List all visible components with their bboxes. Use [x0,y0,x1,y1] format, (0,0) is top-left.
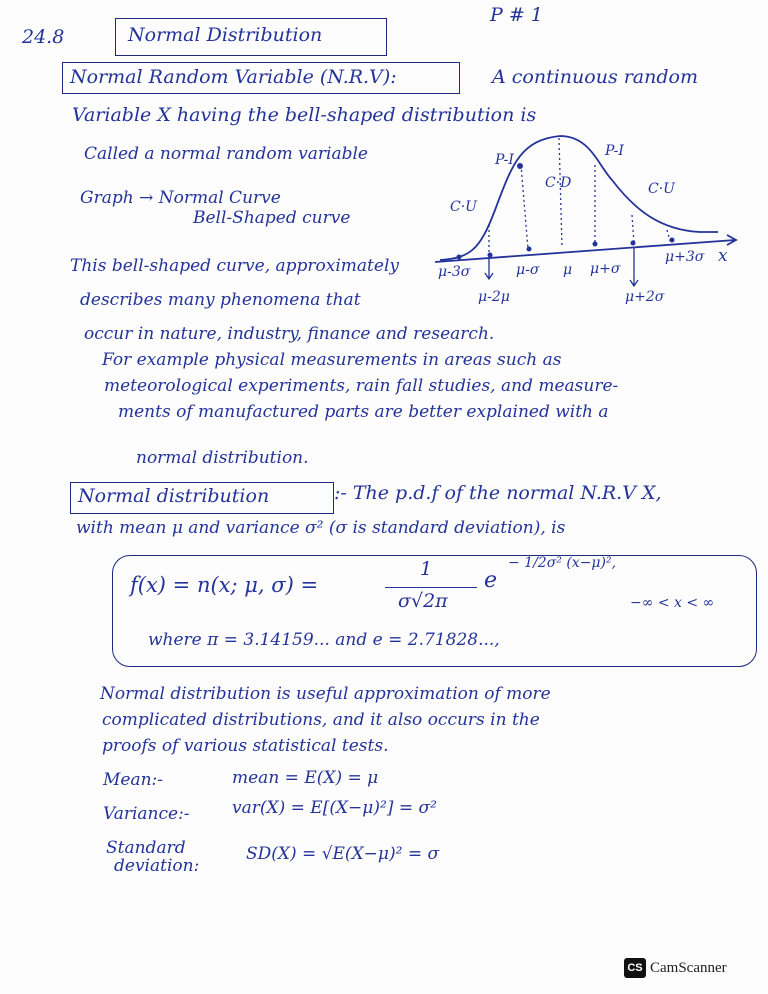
tick-label: μ-3σ [438,264,471,280]
graph-label: Graph → Normal Curve [80,188,281,208]
tick-label: μ [563,262,573,278]
usage-line: proofs of various statistical tests. [102,736,389,756]
tick-label: μ+σ [590,261,621,277]
formula-lhs: f(x) = n(x; μ, σ) = [130,573,319,597]
concave-up-label: C·U [450,199,477,215]
tick-label: μ-2μ [478,289,510,305]
tick-label: μ-σ [516,262,540,278]
nrv-text: Variable X having the bell-shaped distribution is [72,104,537,126]
pdf-text: :- The p.d.f of the normal N.R.V X, [334,482,662,504]
concave-down-label: C·D [545,175,572,191]
tick-label: μ+2σ [625,289,665,305]
sd-label: Standard [106,838,186,858]
graph-label: Bell-Shaped curve [193,208,351,228]
camscanner-logo-icon: CS [624,958,646,978]
description-line: meteorological experiments, rain fall studies, and measure- [104,376,619,396]
usage-line: complicated distributions, and it also occurs in the [102,710,540,730]
page-title: Normal Distribution [128,24,323,46]
mean-formula: mean = E(X) = μ [232,768,379,788]
description-line: For example physical measurements in areas such as [102,350,562,370]
description-line: normal distribution. [136,448,309,468]
description-line: This bell-shaped curve, approximately [70,256,399,276]
nrv-text: A continuous random [492,66,698,88]
pdf-text: with mean μ and variance σ² (σ is standard deviation), is [76,518,566,538]
watermark-text: CamScanner [650,959,727,976]
nrv-heading: Normal Random Variable (N.R.V): [70,66,397,88]
usage-line: Normal distribution is useful approximation of more [100,684,551,704]
formula-exp-base: e [484,568,498,593]
inflection-point-label: P-I [605,143,624,159]
inflection-point-label: P-I [495,152,514,168]
camscanner-watermark [624,958,727,978]
page-number: P # 1 [490,4,543,26]
description-line: describes many phenomena that [80,290,361,310]
x-axis-label: x [718,246,728,266]
variance-formula: var(X) = E[(X−μ)²] = σ² [232,798,437,818]
formula-numerator: 1 [420,558,433,580]
normal-curve [440,136,718,260]
pdf-heading: Normal distribution [78,485,270,507]
sd-label: deviation: [114,856,200,876]
mean-label: Mean:- [103,770,164,790]
sd-formula: SD(X) = √E(X−μ)² = σ [246,844,440,864]
tick-label: μ+3σ [665,249,705,265]
variance-label: Variance:- [103,804,190,824]
formula-constants: where π = 3.14159... and e = 2.71828..., [148,630,500,650]
description-line: occur in nature, industry, finance and research. [84,324,495,344]
section-number: 24.8 [22,26,65,48]
description-line: ments of manufactured parts are better explained with a [118,402,609,422]
fraction-bar [385,587,477,588]
nrv-text: Called a normal random variable [84,144,368,164]
formula-exponent: − 1/2σ² (x−μ)², [508,555,617,571]
formula-range: −∞ < x < ∞ [630,595,715,611]
formula-denominator: σ√2π [398,590,448,612]
concave-up-label: C·U [648,181,675,197]
